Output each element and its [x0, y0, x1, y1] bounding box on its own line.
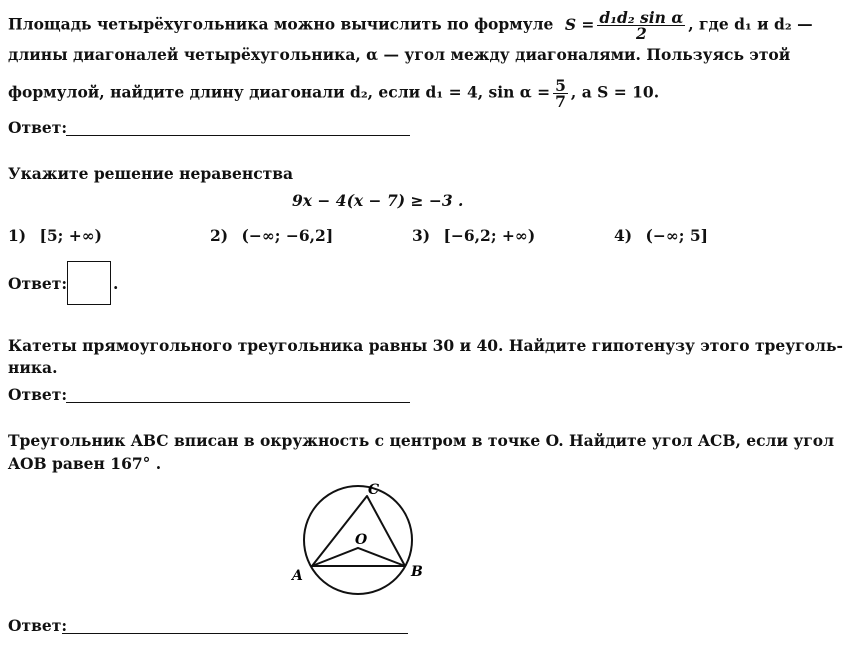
task4-answer-label: Ответ:	[8, 616, 68, 635]
task1-line2: длины диагоналей четырёхугольника, α — угол между диагоналями. Пользуясь этой	[8, 45, 791, 64]
option-1-text: [5; +∞)	[39, 226, 103, 245]
task3-line2: ника.	[8, 358, 58, 377]
task1-line3	[8, 78, 659, 109]
option-3-number: 3)	[412, 226, 431, 245]
task2-answer-label: Ответ:	[8, 274, 68, 293]
task1-line1	[8, 8, 813, 43]
triangle-abc	[312, 496, 405, 566]
label-c: C	[368, 482, 380, 498]
formula-denominator: 2	[635, 24, 647, 43]
option-2-number: 2)	[210, 226, 229, 245]
option-1-number: 1)	[8, 226, 27, 245]
task2-answer-dot: .	[113, 274, 119, 293]
task1-line1-tail: , где d₁ и d₂ —	[688, 14, 813, 34]
sin-numerator: 5	[555, 76, 566, 95]
task2-answer-box[interactable]	[67, 261, 111, 305]
circumscribed-circle	[304, 486, 412, 594]
formula-fraction	[597, 10, 685, 41]
option-4-number: 4)	[614, 226, 633, 245]
task1-line3-end: , а S = 10.	[570, 82, 660, 102]
task4-line2: AOB равен 167° .	[8, 454, 162, 473]
task4-answer-line[interactable]	[62, 632, 408, 634]
task3-line1: Катеты прямоугольного треугольника равны 30 и 40. Найдите гипотенузу этого треуголь-	[8, 336, 843, 355]
formula-lhs: S =	[564, 14, 595, 34]
option-2-text: (−∞; −6,2]	[241, 226, 334, 245]
formula-numerator: d₁d₂ sin α	[599, 8, 684, 27]
task2-prompt: Укажите решение неравенства	[8, 164, 294, 183]
task4-line1: Треугольник ABC вписан в окружность с центром в точке O. Найдите угол ACB, если угол	[8, 431, 835, 450]
task3-answer-label: Ответ:	[8, 385, 68, 404]
sin-fraction	[553, 78, 568, 109]
option-4-text: (−∞; 5]	[645, 226, 709, 245]
task2-inequality: 9x − 4(x − 7) ≥ −3 .	[292, 191, 464, 210]
label-b: B	[411, 564, 423, 580]
task1-answer-label: Ответ:	[8, 118, 68, 137]
label-o: O	[355, 532, 368, 548]
task3-answer-line[interactable]	[66, 401, 410, 403]
option-3-text: [−6,2; +∞)	[443, 226, 536, 245]
option-1[interactable]	[8, 226, 102, 245]
task1-line1-text: Площадь четырёхугольника можно вычислить по формуле	[8, 14, 554, 34]
angle-aob	[312, 548, 405, 566]
option-2[interactable]	[210, 226, 333, 245]
sin-denominator: 7	[555, 92, 566, 111]
label-a: A	[292, 568, 303, 584]
task1-line3-start: формулой, найдите длину диагонали d₂, если d₁ = 4, sin α =	[8, 82, 551, 102]
task1-answer-line[interactable]	[66, 134, 410, 136]
option-3[interactable]	[412, 226, 535, 245]
option-4[interactable]	[614, 226, 708, 245]
